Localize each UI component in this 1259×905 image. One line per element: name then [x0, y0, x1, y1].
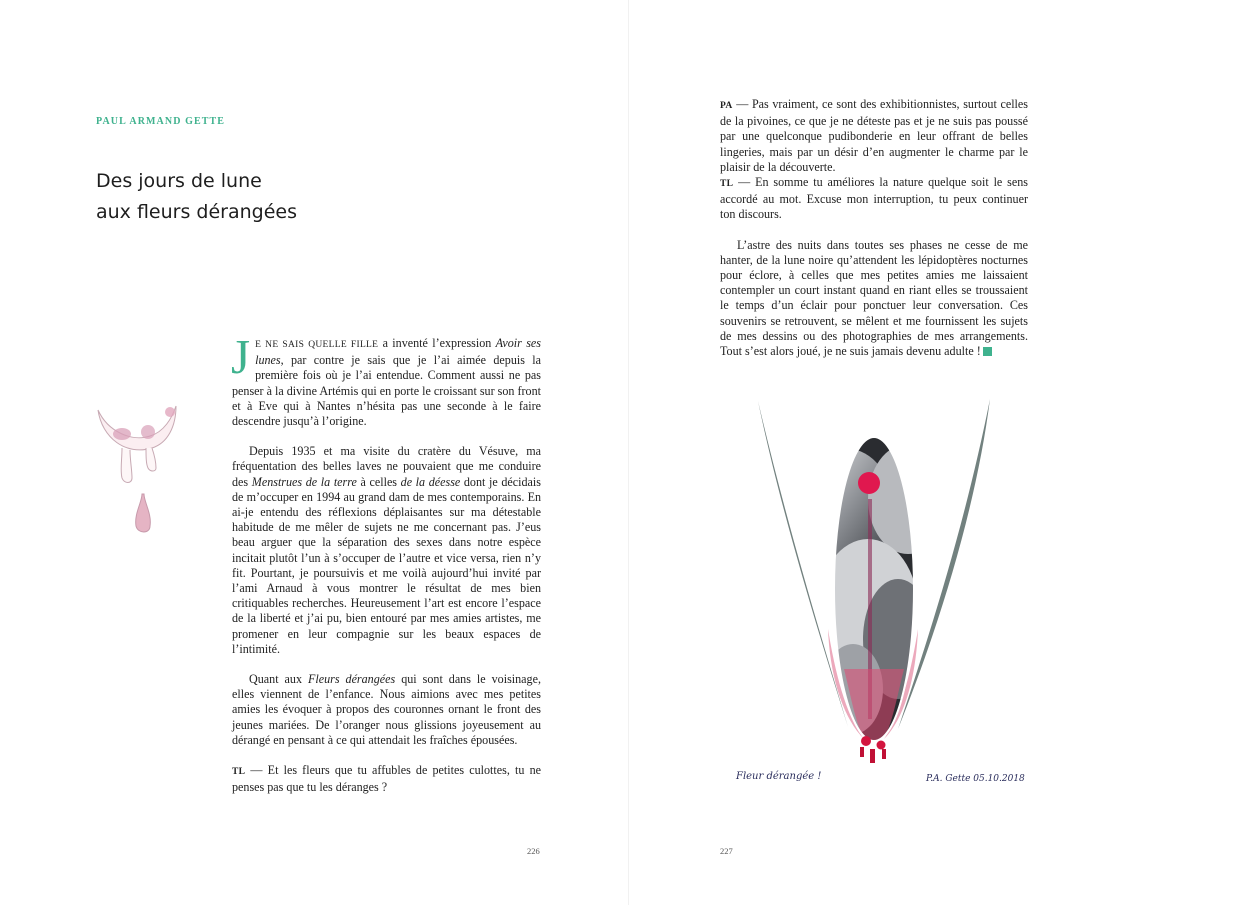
paragraph-1-text-b: , par contre je sais que je l’ai aimée depuis la première fois où je l’ai entendue. Comment aussi ne pas penser à la divine Artémis qui en porte le croissant sur son front et à Eve qui à Nantes n’hésita pas une seconde à le faire descendre jusqu’à l’origine. — [232, 353, 541, 429]
speaker-label: TL — [232, 767, 246, 778]
dialogue-pa — [720, 97, 1028, 175]
paragraph-2-italic-2: de la déesse — [400, 474, 461, 489]
title-line-1: Des jours de lune — [96, 170, 262, 192]
paragraph-1-text-a: a inventé l’expression — [378, 336, 496, 350]
paragraph-2-text-b: à celles — [356, 474, 401, 489]
drop-cap: J — [231, 329, 251, 384]
speaker-label: PA — [720, 101, 733, 111]
paragraph-3 — [232, 672, 541, 748]
artwork-signature: P.A. Gette 05.10.2018 — [926, 774, 1025, 784]
author-name: PAUL ARMAND GETTE — [96, 116, 226, 127]
paragraph-2-italic-1: Menstrues de la terre — [251, 474, 357, 489]
right-column-text — [720, 97, 1028, 359]
left-page — [0, 0, 629, 905]
dialogue-tl-1 — [232, 763, 541, 795]
flower-artwork — [718, 389, 1030, 795]
title-line-2: aux fleurs dérangées — [96, 201, 298, 223]
paragraph-2-text-c: dont je décidais de m’occuper en 1994 au grand dam de mes contemporains. En ai-je entendu des réflexions déplaisantes sur ma détestable habitude de me mêler de sujets ne me concernant pas. J’eus beau arguer que la séparation des sexes dans notre espèce incitait plutôt l’un à s’occuper de l’autre et vice versa, rien n’y fit. Pourtant, je poursuivis et me voilà aujourd’hui invité par l’ami Arnaud à vous montrer le résultat de mes bien critiquables recherches. Heureusement l’art est encore l’espace de la liberté et j’ai pu, bien entouré par mes amies artistes, me promener en leur compagnie sur les beaux espaces de l’intimité. — [232, 474, 541, 656]
page-number-left: 226 — [527, 846, 540, 856]
paragraph-2-text-a: Depuis 1935 et ma visite du cratère du Vésuve, ma fréquentation des belles laves ne pouvaient que me conduire des — [232, 444, 541, 489]
end-mark-icon — [983, 347, 992, 356]
dialogue-text: — Pas vraiment, ce sont des exhibitionnistes, surtout celles de la pivoines, ce que je ne déteste pas et je ne suis pas poussé par une quelconque pudibonderie en leur offrant de belles lingeries, mais par un désir d’en augmenter le charme par le plaisir de la découverte. — [720, 97, 1028, 174]
closing-text: L’astre des nuits dans toutes ses phases ne cesse de me hanter, de la lune noire qu’attendent les lépidoptères nocturnes pour éclore, à celles que mes petites amies me laissaient contempler un court instant quand en riant elles se troussaient le temps d’un éclair pour ponctuer leur conversation. Ces souvenirs se retrouvent, se mêlent et me fournissent les sujets de mes dessins ou des photographies de mes arrangements. Tout s’est alors joué, je ne suis jamais devenu adulte ! — [720, 237, 1028, 359]
paragraph-3-italic: Fleurs dérangées — [307, 672, 396, 687]
paragraph-3-text-b: qui sont dans le voisinage, elles viennent de l’enfance. Nous aimions avec mes petites amies les évoquer à propos des couronnes ornant le front des jeunes mariées. De l’oranger nous glissions joyeusement au dérangé en pensant à ce qui attendait les fraîches épousées. — [232, 672, 541, 747]
paragraph-1-italic: Avoir ses lunes — [255, 336, 541, 368]
artwork-caption: Fleur dérangée ! — [736, 771, 822, 782]
paragraph-3-text-a: Quant aux — [249, 672, 308, 687]
dialogue-text: — En somme tu améliores la nature quelque soit le sens accordé au mot. Excuse mon interruption, tu peux continuer ton discours. — [720, 175, 1028, 222]
moon-drawing — [92, 398, 188, 546]
dialogue-tl-2 — [720, 175, 1028, 223]
left-column-text — [231, 329, 541, 795]
paragraph-closing — [720, 238, 1028, 360]
right-page — [629, 0, 1259, 905]
speaker-label: TL — [720, 179, 734, 190]
page-number-right: 227 — [720, 846, 733, 856]
opening-small-caps: E NE SAIS QUELLE FILLE — [255, 340, 379, 350]
paragraph-1 — [231, 329, 541, 429]
article-title — [96, 166, 396, 228]
dialogue-text: — Et les fleurs que tu affubles de petites culottes, tu ne penses pas que tu les déranges ? — [232, 763, 541, 795]
paragraph-2 — [232, 444, 541, 657]
